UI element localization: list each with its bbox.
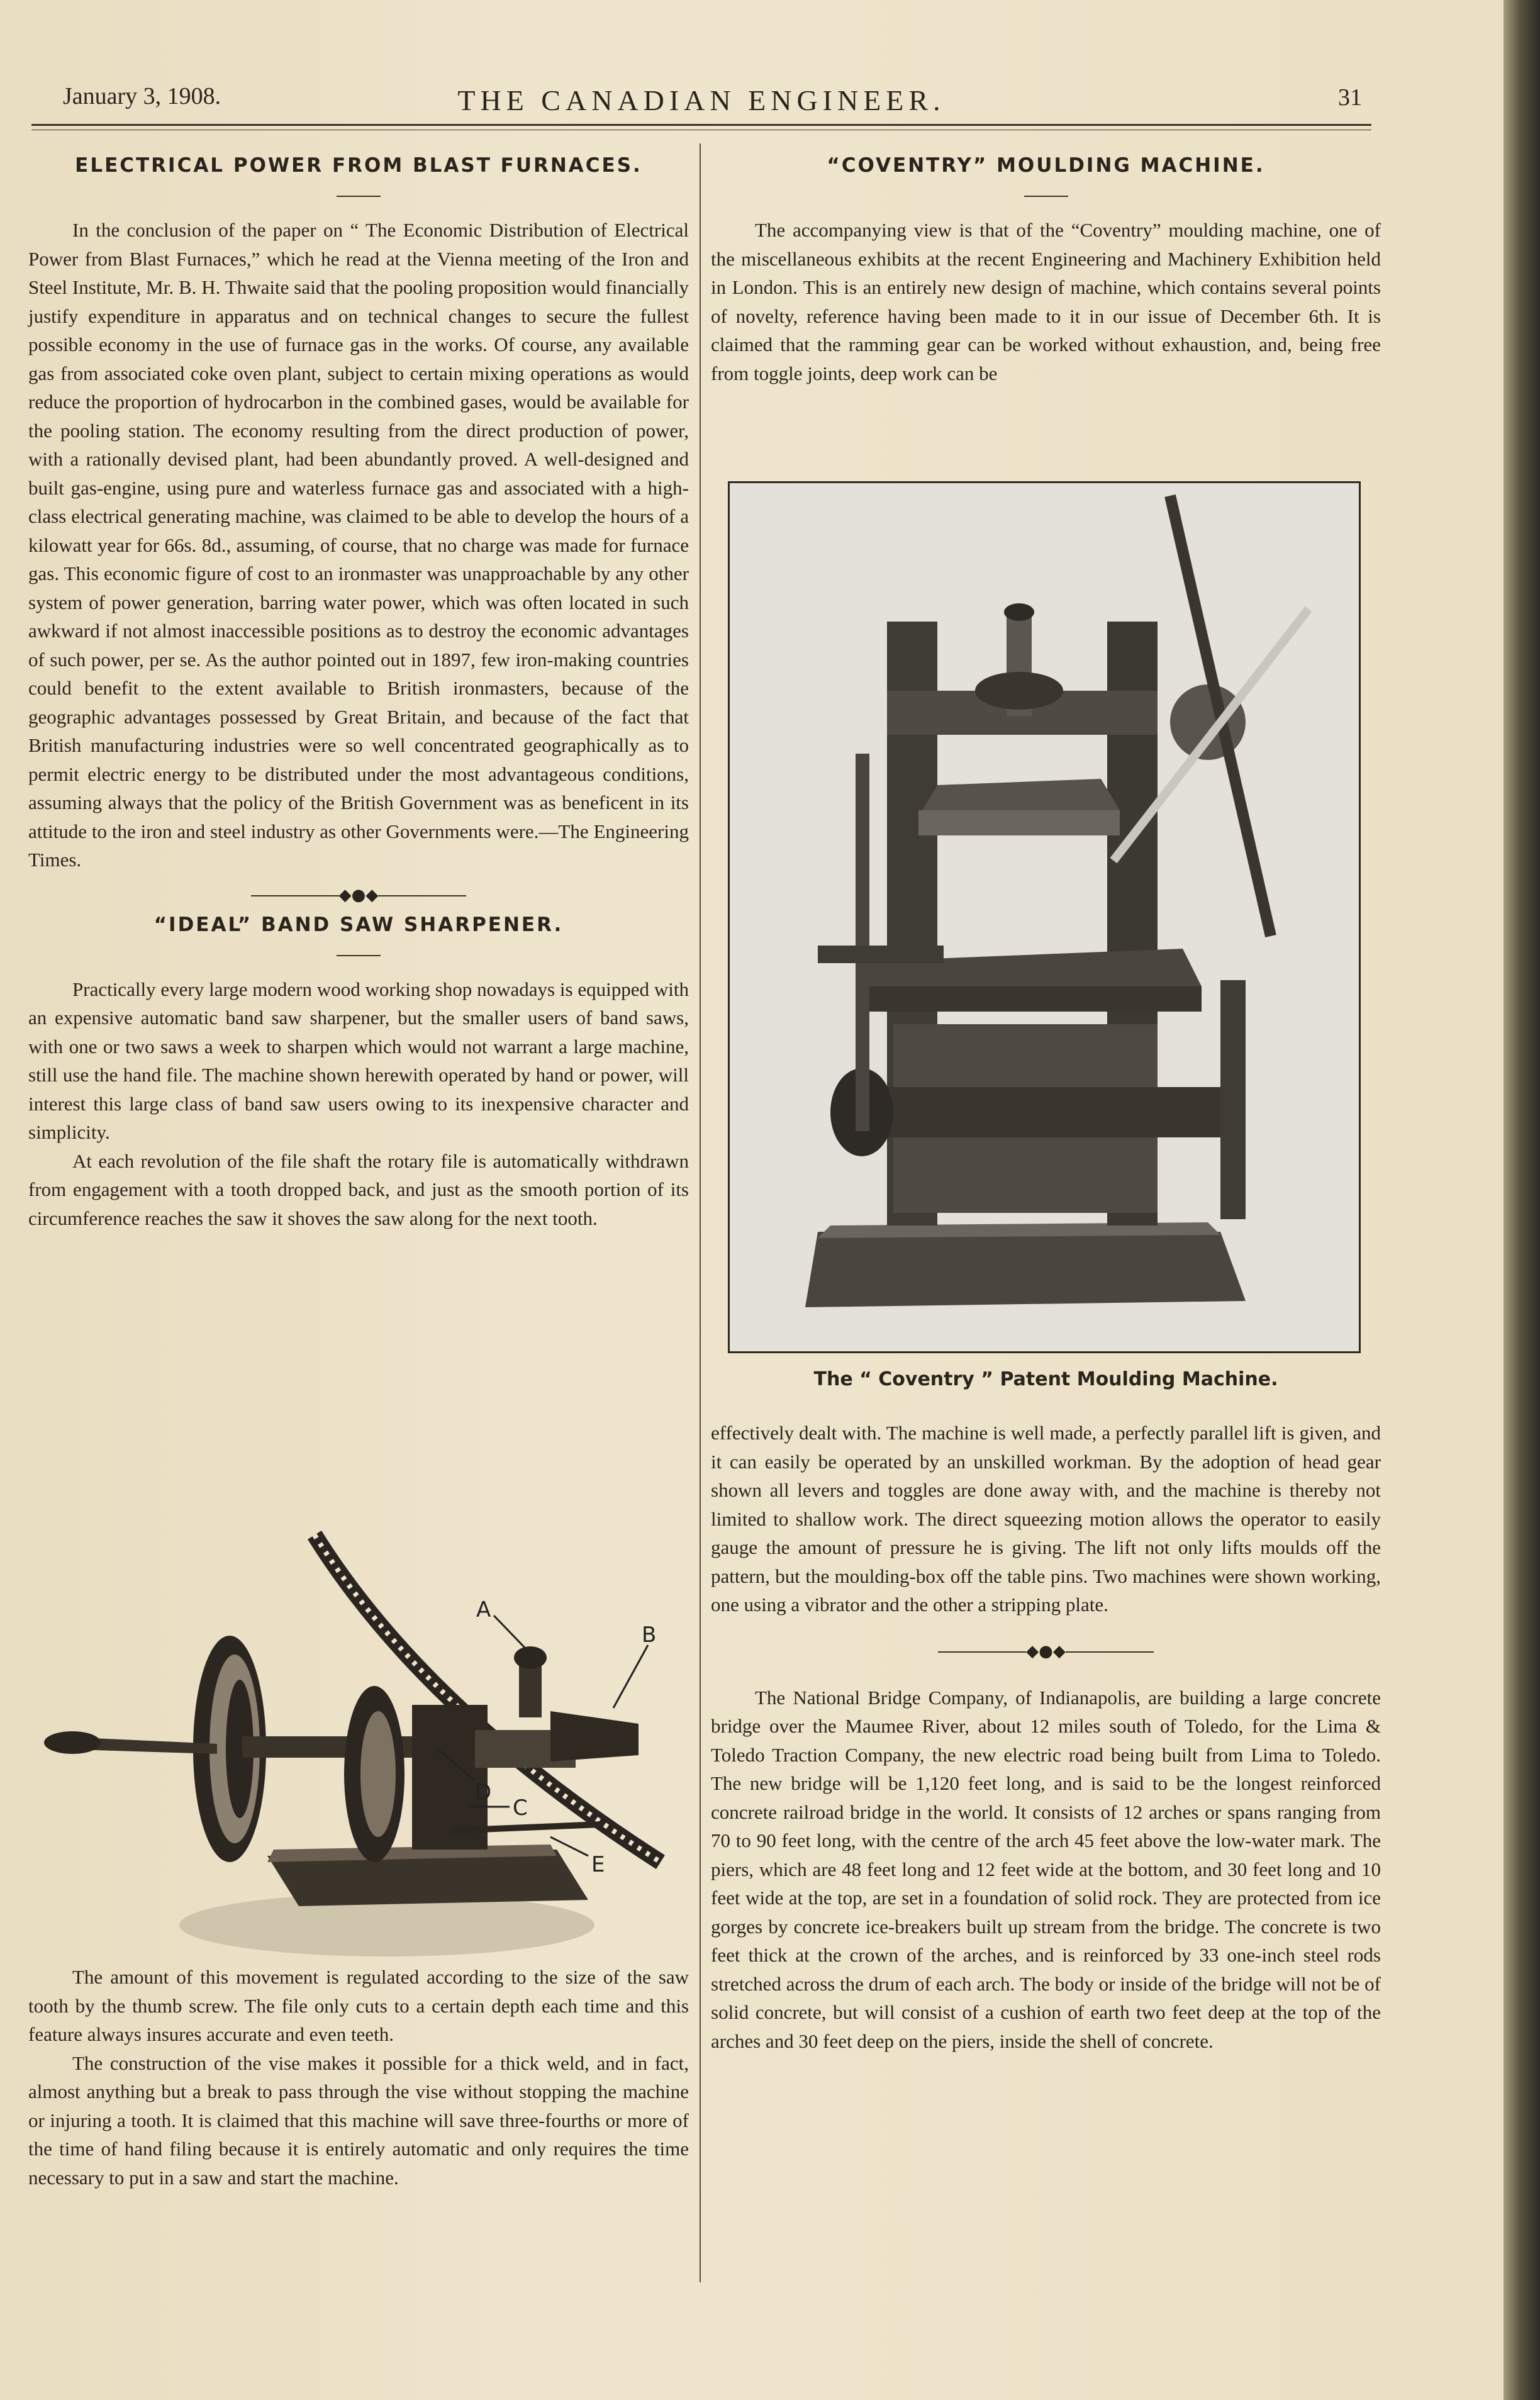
article-paragraph: The amount of this movement is regulated according to the size of the saw tooth by the thumb screw. The file only cuts to a certain depth each time and this feature always insures accurate and even teeth. xyxy=(28,1966,689,2045)
figure-label-a: A xyxy=(476,1597,491,1622)
moulding-machine-photo xyxy=(728,481,1361,1353)
photo-caption: The “ Coventry ” Patent Moulding Machine. xyxy=(813,1368,1278,1390)
article-heading-coventry: “COVENTRY” MOULDING MACHINE. xyxy=(827,154,1265,177)
publication-title: THE CANADIAN ENGINEER. xyxy=(457,84,946,116)
section-ornament: ◆●◆ xyxy=(28,886,689,905)
figure-label-d: D xyxy=(475,1780,492,1805)
header-date: January 3, 1908. xyxy=(63,83,221,109)
figure-label-e: E xyxy=(591,1852,605,1877)
moulding-machine-image xyxy=(730,483,1359,1351)
article-paragraph: The accompanying view is that of the “Coventry” moulding machine, one of the miscellaneous exhibits at the recent Engineering and Machinery Exhibition held in London. This is an entirely new design of machine, which contains several points of novelty, reference having been made to it in our issue of December 6th. It is claimed that the ramming gear can be worked without exhaustion, and, being free from toggle joints, deep work can be xyxy=(711,219,1381,384)
article-paragraph: At each revolution of the file shaft the rotary file is automatically withdrawn from engagement with a tooth dropped back, and just as the smooth portion of its circumference reaches the saw it shoves the saw along for the next tooth. xyxy=(28,1149,689,1229)
article-heading-electrical: ELECTRICAL POWER FROM BLAST FURNACES. xyxy=(75,154,642,177)
article-paragraph: effectively dealt with. The machine is well made, a perfectly parallel lift is given, and it can easily be operated by an unskilled workman. By the adoption of head gear shown all levers and toggles are done away with, and the machine is thereby not limited to shallow work. The direct squeezing motion allows the operator to easily gauge the amount of pressure he is giving. The lift not only lifts moulds off the pattern, but the moulding-box off the table pins. Two machines were shown working, one using a vibrator and the other a stripping plate. xyxy=(711,1422,1381,1616)
right-column-continued xyxy=(711,1419,1381,2055)
article-paragraph: In the conclusion of the paper on “ The Economic Distribution of Electrical Power from Blast Furnaces,” which he read at the Vienna meeting of the Iron and Steel Institute, Mr. B. H. Thwaite said that the pooling proposition would financially justify expenditure in apparatus and on technical changes to secure the fullest possible economy in the use of furnace gas in the works. Of course, any available gas from associated coke oven plant, subject to certain mixing operations as would reduce the proportion of hydrocarbon in the combined gases, would be available for the pooling station. The economy resulting from the direct production of power, with a rationally devised plant, had been abundantly proved. A well-designed and built gas-engine, using pure and waterless furnace gas and associated with a high-class electrical generating machine, was claimed to be able to develop the hours of a kilowatt year for 66s. 8d., assuming, of course, that no charge was made for furnace gas. This economic figure of cost to an ironmaster was unapproachable by any other system of power generation, barring water power, which was often located in such awkward if not almost inaccessible positions as to destroy the economic advantages of such power, per se. As the author pointed out in 1897, few iron-making countries could benefit to the extent available to British ironmasters, because of the geographic advantages possessed by Great Britain, and because of the fact that British manufacturing industries were so well concentrated geographically as to permit electric energy to be distributed under the most advantageous conditions, assuming always that the policy of the British Government was as beneficent in its attitude to the iron and steel industry as other Governments were.—The Engineering Times. xyxy=(28,219,689,871)
figure-label-c: C xyxy=(513,1795,528,1821)
heading-rule xyxy=(337,955,381,956)
left-column xyxy=(28,154,689,1232)
page-number: 31 xyxy=(1338,84,1362,111)
section-ornament: ◆●◆ xyxy=(711,1642,1381,1661)
article-heading-bandsaw: “IDEAL” BAND SAW SHARPENER. xyxy=(153,913,564,936)
book-spine-edge xyxy=(1504,0,1540,2400)
article-paragraph: Practically every large modern wood working shop nowadays is equipped with an expensive automatic band saw sharpener, but the smaller users of band saws, with one or two saws a week to sharpen which would not warrant a large machine, still use the hand file. The machine shown herewith operated by hand or power, will interest this large class of band saw users owing to its inexpensive character and simplicity. xyxy=(28,978,689,1143)
article-paragraph: The National Bridge Company, of Indianapolis, are building a large concrete bridge over the Maumee River, about 12 miles south of Toledo, for the Lima & Toledo Traction Company, the new electric road being built from Lima to Toledo. The new bridge will be 1,120 feet long, and is said to be the longest reinforced concrete railroad bridge in the world. It consists of 12 arches or spans ranging from 70 to 90 feet long, with the centre of the arch 45 feet above the low-water mark. The piers, which are 48 feet long and 12 feet wide at the bottom, and 30 feet long and 10 feet wide at the top, are set in a foundation of solid rock. They are protected from ice gorges by concrete ice-breakers built up stream from the bridge. The concrete is two feet thick at the crown of the arches, and is reinforced by 33 one-inch steel rods stretched across the drum of each arch. The body or inside of the bridge will not be of solid concrete, but will consist of a cushion of earth two feet deep at the top of the arches and 30 feet deep on the piers, inside the shell of concrete. xyxy=(711,1686,1381,2052)
column-divider xyxy=(700,143,701,2282)
header-rule-thick xyxy=(31,124,1371,126)
figure-label-b: B xyxy=(642,1622,657,1648)
right-column xyxy=(711,154,1381,388)
band-saw-sharpener-illustration xyxy=(35,1522,689,1963)
article-paragraph: The construction of the vise makes it possible for a thick weld, and in fact, almost anything but a break to pass through the vise without stopping the machine or injuring a tooth. It is claimed that this machine will save three-fourths or more of the time of hand filing because it is entirely automatic and only requires the time necessary to put in a saw and start the machine. xyxy=(28,2051,689,2189)
left-column-continued xyxy=(28,1963,689,2192)
heading-rule xyxy=(337,196,381,197)
page-header xyxy=(31,79,1371,123)
heading-rule xyxy=(1024,196,1068,197)
